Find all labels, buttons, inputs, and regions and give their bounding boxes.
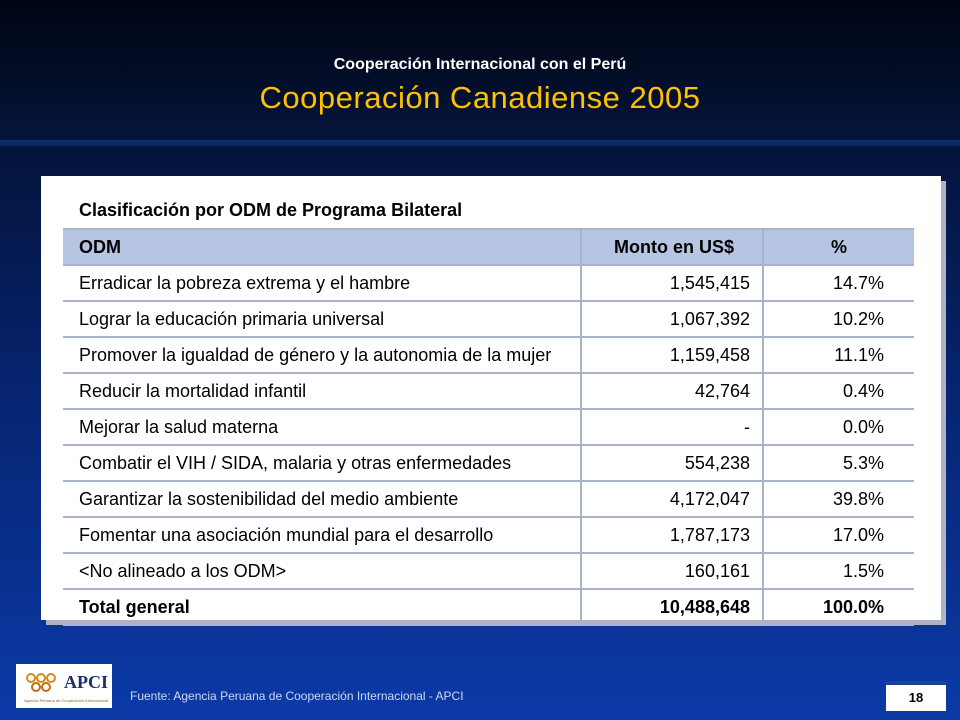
page-number: 18: [886, 681, 946, 711]
row-goal: Reducir la mortalidad infantil: [63, 373, 581, 409]
row-amount: 4,172,047: [581, 481, 763, 517]
row-goal: Mejorar la salud materna: [63, 409, 581, 445]
row-goal: Combatir el VIH / SIDA, malaria y otras enfermedades: [63, 445, 581, 481]
table-title: Clasificación por ODM de Programa Bilateral: [79, 200, 463, 220]
header-odm: ODM: [63, 229, 581, 265]
row-amount: 42,764: [581, 373, 763, 409]
row-percent: 0.4%: [763, 373, 914, 409]
table-row: [63, 265, 914, 301]
row-amount: 1,067,392: [581, 301, 763, 337]
table-row: [63, 301, 914, 337]
slide-supertitle: Cooperación Internacional con el Perú: [333, 56, 627, 73]
row-amount: 1,545,415: [581, 265, 763, 301]
logo-subtitle: Agencia Peruana de Cooperación Internacional: [24, 698, 109, 703]
apci-logo-icon: [24, 670, 60, 696]
source-note: Fuente: Agencia Peruana de Cooperación Internacional - APCI: [130, 689, 464, 703]
table-row: [63, 409, 914, 445]
odm-table: [63, 228, 914, 626]
logo-text: APCI: [64, 672, 108, 692]
row-amount: 1,787,173: [581, 517, 763, 553]
row-percent: 39.8%: [763, 481, 914, 517]
row-goal: Fomentar una asociación mundial para el desarrollo: [63, 517, 581, 553]
table-row: [63, 481, 914, 517]
table-row: [63, 553, 914, 589]
row-percent: 1.5%: [763, 553, 914, 589]
row-percent: 11.1%: [763, 337, 914, 373]
table-row: [63, 445, 914, 481]
row-goal: Promover la igualdad de género y la autonomia de la mujer: [63, 337, 581, 373]
header-divider: [0, 140, 960, 146]
row-goal: Erradicar la pobreza extrema y el hambre: [63, 265, 581, 301]
table-row: [63, 517, 914, 553]
row-percent: 0.0%: [763, 409, 914, 445]
row-amount: 554,238: [581, 445, 763, 481]
row-goal: <No alineado a los ODM>: [63, 553, 581, 589]
header-percent: %: [763, 229, 914, 265]
apci-logo: [16, 664, 112, 708]
total-percent: 100.0%: [763, 589, 914, 625]
row-amount: -: [581, 409, 763, 445]
row-goal: Garantizar la sostenibilidad del medio ambiente: [63, 481, 581, 517]
table-row: [63, 373, 914, 409]
row-amount: 160,161: [581, 553, 763, 589]
total-amount: 10,488,648: [581, 589, 763, 625]
table-row: [63, 337, 914, 373]
table-total-row: [63, 589, 914, 625]
row-percent: 10.2%: [763, 301, 914, 337]
row-percent: 17.0%: [763, 517, 914, 553]
row-percent: 14.7%: [763, 265, 914, 301]
table-header-row: [63, 229, 914, 265]
header-amount: Monto en US$: [581, 229, 763, 265]
row-amount: 1,159,458: [581, 337, 763, 373]
slide-title: Cooperación Canadiense 2005: [259, 80, 701, 115]
row-percent: 5.3%: [763, 445, 914, 481]
total-label: Total general: [63, 589, 581, 625]
row-goal: Lograr la educación primaria universal: [63, 301, 581, 337]
table-panel: [41, 176, 941, 620]
